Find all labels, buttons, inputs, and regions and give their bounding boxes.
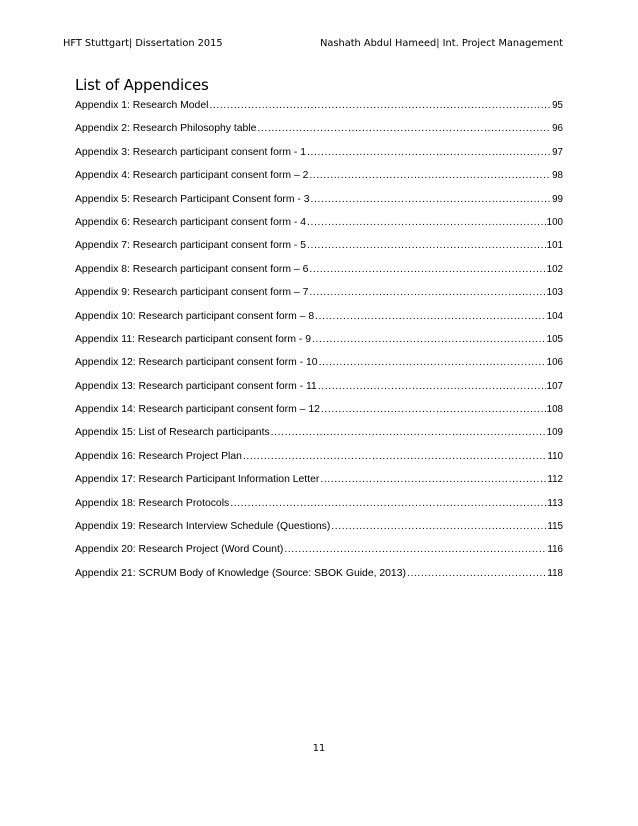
dot-leader — [307, 211, 546, 234]
appendix-entry-label: Appendix 19: Research Interview Schedule (Questions) — [75, 521, 331, 533]
appendix-entry-label: Appendix 2: Research Philosophy table — [75, 123, 257, 135]
appendix-entry[interactable] — [75, 468, 563, 491]
page-number: 11 — [312, 743, 326, 754]
appendix-entry-page: 116 — [547, 544, 563, 556]
dot-leader — [331, 515, 546, 538]
appendix-entry[interactable] — [75, 445, 563, 468]
appendix-entry[interactable] — [75, 94, 563, 117]
appendix-entry[interactable] — [75, 375, 563, 398]
dot-leader — [320, 468, 546, 491]
appendix-entry[interactable] — [75, 211, 563, 234]
appendix-entry[interactable] — [75, 492, 563, 515]
appendix-entry[interactable] — [75, 398, 563, 421]
appendix-entry[interactable] — [75, 188, 563, 211]
page-header — [63, 38, 563, 52]
appendix-entry-label: Appendix 14: Research participant consent form – 12 — [75, 404, 320, 416]
appendix-entry-page: 97 — [552, 146, 563, 158]
header-dissertation-info: HFT Stuttgart| Dissertation 2015 — [63, 38, 223, 49]
dot-leader — [407, 562, 546, 585]
dot-leader — [321, 398, 546, 421]
appendix-entry[interactable] — [75, 164, 563, 187]
dot-leader — [311, 188, 552, 211]
appendix-entry-page: 107 — [546, 380, 563, 392]
appendix-entry[interactable] — [75, 351, 563, 374]
appendix-entry-label: Appendix 8: Research participant consent form – 6 — [75, 263, 309, 275]
appendix-entry-page: 118 — [547, 567, 563, 579]
appendix-entry-page: 112 — [547, 474, 563, 486]
appendix-entry-label: Appendix 20: Research Project (Word Count) — [75, 544, 284, 556]
appendix-entry-label: Appendix 17: Research Participant Information Letter — [75, 474, 320, 486]
appendix-entry-label: Appendix 4: Research participant consent form – 2 — [75, 170, 309, 182]
appendix-entry-label: Appendix 10: Research participant consent form – 8 — [75, 310, 315, 322]
appendix-entry[interactable] — [75, 234, 563, 257]
dot-leader — [284, 538, 546, 561]
appendix-entry-page: 95 — [552, 100, 563, 111]
appendix-entry[interactable] — [75, 281, 563, 304]
appendix-entry-label: Appendix 13: Research participant consent form - 11 — [75, 380, 317, 392]
dot-leader — [318, 375, 546, 398]
appendix-entry[interactable] — [75, 328, 563, 351]
appendix-entry-label: Appendix 21: SCRUM Body of Knowledge (Source: SBOK Guide, 2013) — [75, 567, 406, 579]
appendix-entry[interactable] — [75, 515, 563, 538]
appendix-entry-label: Appendix 7: Research participant consent form - 5 — [75, 240, 307, 252]
dot-leader — [271, 421, 546, 444]
list-of-appendices-title: List of Appendices — [75, 76, 209, 94]
appendix-entry-page: 99 — [552, 193, 563, 205]
appendix-entry-page: 100 — [546, 216, 563, 228]
appendix-entry-label: Appendix 9: Research participant consent form – 7 — [75, 287, 309, 299]
dot-leader — [312, 328, 546, 351]
dot-leader — [309, 281, 545, 304]
header-author-info: Nashath Abdul Hameed| Int. Project Management — [320, 38, 563, 49]
appendix-entry[interactable] — [75, 117, 563, 140]
dot-leader — [307, 141, 551, 164]
appendices-list — [75, 94, 563, 585]
appendix-entry-label: Appendix 5: Research Participant Consent form - 3 — [75, 193, 310, 205]
appendix-entry-label: Appendix 11: Research participant consent form - 9 — [75, 333, 312, 345]
appendix-entry[interactable] — [75, 141, 563, 164]
appendix-entry[interactable] — [75, 421, 563, 444]
appendix-entry-page: 103 — [546, 287, 563, 299]
dot-leader — [309, 164, 551, 187]
appendix-entry-label: Appendix 1: Research Model — [75, 100, 209, 111]
appendix-entry-page: 96 — [552, 123, 563, 135]
dot-leader — [209, 94, 551, 117]
dot-leader — [309, 258, 545, 281]
dot-leader — [319, 351, 546, 374]
appendix-entry-label: Appendix 3: Research participant consent form - 1 — [75, 146, 307, 158]
appendix-entry-page: 101 — [546, 240, 563, 252]
appendix-entry[interactable] — [75, 538, 563, 561]
appendix-entry-page: 108 — [546, 404, 563, 416]
appendix-entry-label: Appendix 16: Research Project Plan — [75, 450, 242, 462]
appendix-entry-label: Appendix 18: Research Protocols — [75, 497, 230, 509]
dot-leader — [307, 234, 546, 257]
appendix-entry-page: 109 — [546, 427, 563, 439]
appendix-entry-page: 115 — [547, 521, 563, 533]
dot-leader — [257, 117, 551, 140]
appendix-entry-page: 102 — [546, 263, 563, 275]
appendix-entry-page: 106 — [546, 357, 563, 369]
appendix-entry-page: 104 — [546, 310, 563, 322]
appendix-entry[interactable] — [75, 562, 563, 585]
appendix-entry-label: Appendix 12: Research participant consent form - 10 — [75, 357, 318, 369]
appendix-entry-page: 105 — [546, 333, 563, 345]
appendix-entry[interactable] — [75, 258, 563, 281]
dot-leader — [243, 445, 546, 468]
appendix-entry-page: 98 — [552, 170, 563, 182]
appendix-entry-label: Appendix 15: List of Research participants — [75, 427, 270, 439]
appendix-entry-label: Appendix 6: Research participant consent form - 4 — [75, 216, 307, 228]
appendix-entry-page: 113 — [547, 497, 563, 509]
appendix-entry[interactable] — [75, 305, 563, 328]
appendix-entry-page: 110 — [547, 450, 563, 462]
dot-leader — [315, 305, 546, 328]
dot-leader — [230, 492, 546, 515]
